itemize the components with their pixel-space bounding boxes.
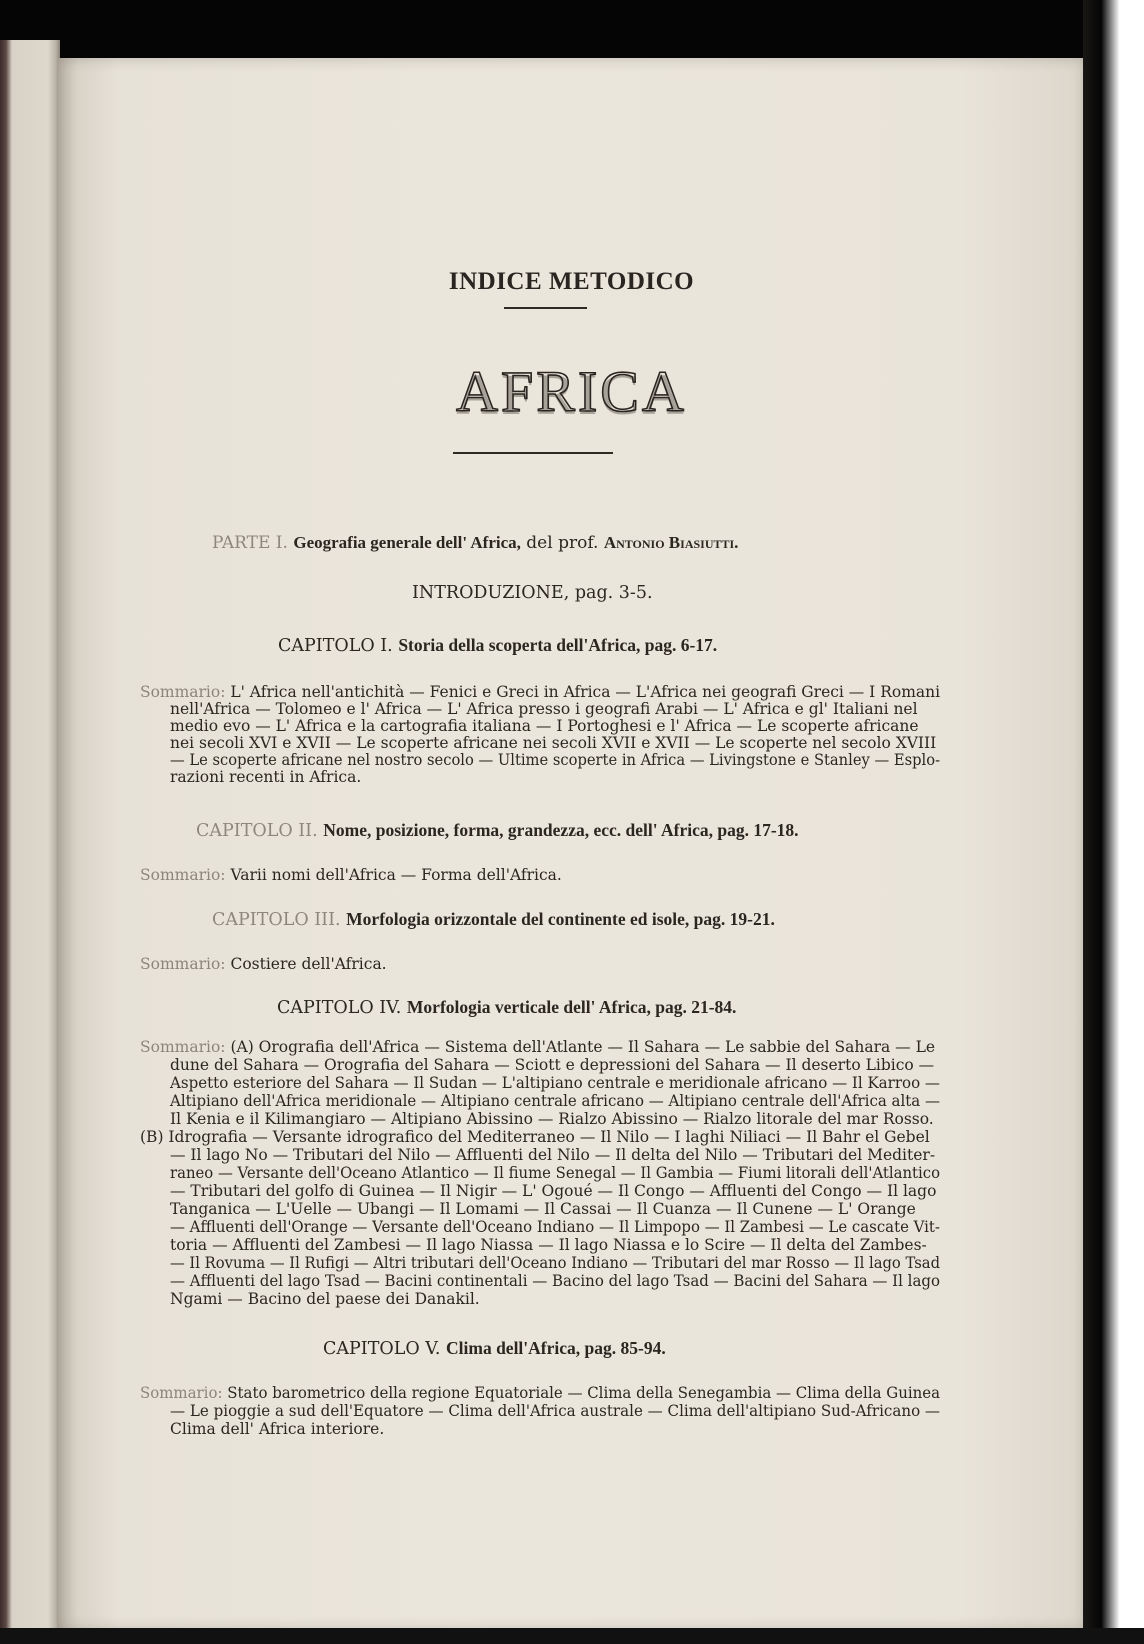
sommario-line: Sommario: L' Africa nell'antichità — Fenici e Greci in Africa — L'Africa nei geografi Greci — I Romani [140, 683, 941, 701]
sommario-line: raneo — Versante dell'Oceano Atlantico — Il fiume Senegal — Il Gambia — Fiumi litorali dell'Atlantico [170, 1164, 941, 1182]
chapter-1-heading [278, 635, 717, 656]
title-rule [504, 307, 587, 309]
chapter-label: CAPITOLO V. [323, 1339, 441, 1359]
sommario-line: — Tributari del golfo di Guinea — Il Nigir — L' Ogoué — Il Congo — Affluenti del Congo — Il lago [170, 1182, 937, 1200]
book-spine [0, 40, 60, 1636]
chapter-label: CAPITOLO II. [196, 821, 318, 841]
sommario-tag: Sommario: [140, 1384, 223, 1402]
sommario-line: Aspetto esteriore del Sahara — Il Sudan — L'altipiano centrale e meridionale africano — Il Karroo — [170, 1074, 940, 1092]
parte-title: Geografia generale dell' Africa, [293, 533, 521, 552]
sommario-line: Ngami — Bacino del paese dei Danakil. [170, 1290, 480, 1308]
chapter-4-heading [277, 997, 736, 1018]
chapter-title: Storia della scoperta dell'Africa, pag. 6-17. [398, 635, 718, 655]
sommario-line: Sommario: Costiere dell'Africa. [140, 955, 387, 973]
sommario-line: nell'Africa — Tolomeo e l' Africa — L' Africa presso i geografi Arabi — L' Africa e gl' Italiani nel [170, 700, 918, 718]
index-title: INDICE METODICO [448, 268, 695, 295]
sommario-line: Altipiano dell'Africa meridionale — Altipiano centrale africano — Altipiano centrale dell'Africa alta — [170, 1092, 941, 1110]
chapter-label: CAPITOLO IV. [277, 998, 402, 1018]
chapter-2-heading [196, 820, 799, 841]
scan-border-top [0, 0, 1144, 58]
chapter-title: Morfologia verticale dell' Africa, pag. 21-84. [406, 997, 737, 1017]
parte-author: Antonio Biasiutti. [603, 533, 739, 552]
sommario-line: Sommario: Stato barometrico della regione Equatoriale — Clima della Senegambia — Clima della Guinea [140, 1384, 941, 1402]
sommario-line: — Le pioggie a sud dell'Equatore — Clima dell'Africa australe — Clima dell'altipiano Sud-Africano — [170, 1402, 941, 1420]
parte-heading [212, 533, 738, 553]
sommario-line: razioni recenti in Africa. [170, 768, 362, 786]
sommario-line: dune del Sahara — Orografia del Sahara — Sciott e depressioni del Sahara — Il deserto Libico — [170, 1056, 935, 1074]
chapter-title: Morfologia orizzontale del continente ed isole, pag. 19-21. [346, 909, 775, 929]
sommario-line: nei secoli XVI e XVII — Le scoperte africane nei secoli XVII e XVII — Le scoperte nel secolo XVIII [170, 734, 937, 752]
sommario-line: — Il lago No — Tributari del Nilo — Affluenti del Nilo — Il delta del Nilo — Tributari del Mediter- [170, 1146, 936, 1164]
scan-border-bottom [0, 1628, 1144, 1644]
sommario-line: Clima dell' Africa interiore. [170, 1420, 385, 1438]
sommario-line: Il Kenia e il Kilimangiaro — Altipiano Abissino — Rialzo Abissino — Rialzo litorale del mar Rosso. [170, 1110, 934, 1128]
sommario-line: medio evo — L' Africa e la cartografia italiana — I Portoghesi e l' Africa — Le scoperte africane [170, 717, 919, 735]
sommario-line: Sommario: (A) Orografia dell'Africa — Sistema dell'Atlante — Il Sahara — Le sabbie del Sahara — Le [140, 1038, 936, 1056]
sommario-line: Sommario: Varii nomi dell'Africa — Forma dell'Africa. [140, 866, 562, 884]
sommario-line: Tanganica — L'Uelle — Ubangi — Il Lomami — Il Cassai — Il Cuanza — Il Cunene — L' Orange [170, 1200, 916, 1218]
sommario-line: (B) Idrografia — Versante idrografico del Mediterraneo — Il Nilo — I laghi Niliaci — Il Bahr el Gebel [140, 1128, 930, 1146]
chapter-3-heading [212, 909, 775, 930]
chapter-title: Clima dell'Africa, pag. 85-94. [446, 1338, 666, 1358]
sommario-line: — Affluenti del lago Tsad — Bacini continentali — Bacino del lago Tsad — Bacini del Sahara — Il lago [170, 1272, 941, 1290]
parte-label: PARTE I. [212, 533, 288, 553]
introduzione-heading: INTRODUZIONE, pag. 3-5. [412, 583, 653, 603]
chapter-label: CAPITOLO III. [212, 910, 341, 930]
section-title: AFRICA [456, 359, 687, 424]
sommario-tag: Sommario: [140, 683, 226, 701]
chapter-label: CAPITOLO I. [278, 636, 393, 656]
sommario-line: toria — Affluenti del Zambesi — Il lago Niassa — Il lago Niassa e lo Scire — Il delta del Zambes- [170, 1236, 927, 1254]
sommario-line: — Il Rovuma — Il Rufigi — Altri tributari dell'Oceano Indiano — Tributari del mar Rosso — Il lago Tsad [170, 1254, 941, 1272]
sommario-tag: Sommario: [140, 1038, 226, 1056]
chapter-title: Nome, posizione, forma, grandezza, ecc. dell' Africa, pag. 17-18. [323, 820, 799, 840]
parte-by: del prof. [526, 533, 599, 553]
sommario-tag: Sommario: [140, 955, 226, 973]
sommario-line: — Le scoperte africane nel nostro secolo — Ultime scoperte in Africa — Livingstone e Stanley — Esplo- [170, 751, 941, 769]
sommario-line: — Affluenti dell'Orange — Versante dell'Oceano Indiano — Il Limpopo — Il Zambesi — Le cascate Vit- [170, 1218, 940, 1236]
sommario-tag: Sommario: [140, 866, 226, 884]
chapter-5-heading [323, 1338, 666, 1359]
scan-border-right [1083, 0, 1144, 1644]
section-rule [453, 452, 613, 454]
